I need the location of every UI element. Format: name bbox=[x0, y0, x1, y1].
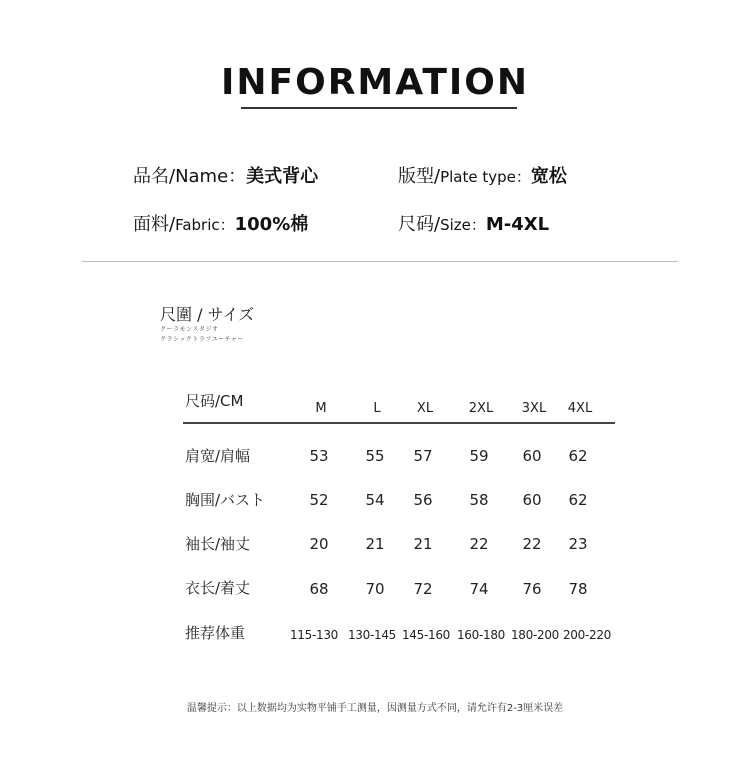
table-cell: 62 bbox=[568, 447, 588, 465]
table-cell: 21 bbox=[413, 535, 433, 553]
column-header-2xl: 2XL bbox=[468, 401, 494, 416]
size-chart-heading: 尺圍 / サイズ bbox=[160, 305, 255, 324]
table-cell: 78 bbox=[568, 580, 588, 598]
table-cell: 57 bbox=[413, 447, 433, 465]
table-header-rule bbox=[183, 422, 615, 424]
table-cell: 72 bbox=[413, 580, 433, 598]
table-unit-label: 尺码/CM bbox=[185, 392, 244, 410]
table-cell: 55 bbox=[365, 447, 385, 465]
table-cell: 22 bbox=[522, 535, 542, 553]
size-chart-subtitle-2: クラシックトラフユーチャー bbox=[160, 336, 244, 343]
measurement-note: 温馨提示：以上数据均为实物平铺手工测量，因测量方式不同，请允许有2-3厘米误差 bbox=[186, 703, 564, 714]
info-name bbox=[133, 162, 318, 188]
table-cell: 130-145 bbox=[347, 628, 397, 642]
name-label: 品名/Name： bbox=[133, 166, 247, 187]
table-cell: 20 bbox=[309, 535, 329, 553]
table-cell: 54 bbox=[365, 491, 385, 509]
table-cell: 180-200 bbox=[510, 628, 560, 642]
table-cell: 59 bbox=[469, 447, 489, 465]
size-value: M-4XL bbox=[485, 214, 550, 235]
table-cell: 53 bbox=[309, 447, 329, 465]
row-label-shoulder: 肩宽/肩幅 bbox=[185, 447, 251, 465]
row-label-length: 衣长/着丈 bbox=[185, 579, 251, 597]
size-chart-subtitle-1: クーラモンスタジオ bbox=[160, 326, 219, 333]
table-cell: 58 bbox=[469, 491, 489, 509]
plate-value: 宽松 bbox=[530, 166, 567, 187]
info-fabric bbox=[133, 210, 308, 236]
page-title: INFORMATION bbox=[220, 62, 529, 103]
section-divider bbox=[82, 261, 678, 262]
table-cell: 56 bbox=[413, 491, 433, 509]
table-cell: 74 bbox=[469, 580, 489, 598]
column-header-3xl: 3XL bbox=[521, 401, 547, 416]
table-cell: 52 bbox=[309, 491, 329, 509]
size-label-cn: 尺码/ bbox=[398, 214, 441, 235]
column-header-l: L bbox=[373, 401, 381, 416]
info-size bbox=[398, 210, 549, 236]
table-cell: 60 bbox=[522, 447, 542, 465]
fabric-label-cn: 面料/ bbox=[133, 214, 176, 235]
table-cell: 23 bbox=[568, 535, 588, 553]
table-cell: 160-180 bbox=[456, 628, 506, 642]
table-cell: 76 bbox=[522, 580, 542, 598]
column-header-4xl: 4XL bbox=[567, 401, 593, 416]
plate-label-en: Plate type： bbox=[440, 168, 531, 186]
table-cell: 68 bbox=[309, 580, 329, 598]
table-cell: 145-160 bbox=[401, 628, 451, 642]
table-cell: 115-130 bbox=[289, 628, 339, 642]
table-cell: 70 bbox=[365, 580, 385, 598]
row-label-chest: 胸围/バスト bbox=[185, 491, 266, 509]
plate-label-cn: 版型/ bbox=[398, 166, 441, 187]
fabric-value: 100%棉 bbox=[234, 214, 309, 235]
name-value: 美式背心 bbox=[246, 166, 319, 187]
info-plate-type bbox=[398, 162, 567, 188]
table-cell: 22 bbox=[469, 535, 489, 553]
title-underline bbox=[241, 107, 517, 109]
table-cell: 60 bbox=[522, 491, 542, 509]
column-header-xl: XL bbox=[416, 401, 434, 416]
table-cell: 200-220 bbox=[562, 628, 612, 642]
row-label-weight: 推荐体重 bbox=[185, 624, 246, 642]
column-header-m: M bbox=[315, 401, 327, 416]
size-label-en: Size： bbox=[440, 216, 486, 234]
table-cell: 62 bbox=[568, 491, 588, 509]
row-label-sleeve: 袖长/袖丈 bbox=[185, 535, 251, 553]
table-cell: 21 bbox=[365, 535, 385, 553]
fabric-label-en: Fabric： bbox=[175, 216, 235, 234]
